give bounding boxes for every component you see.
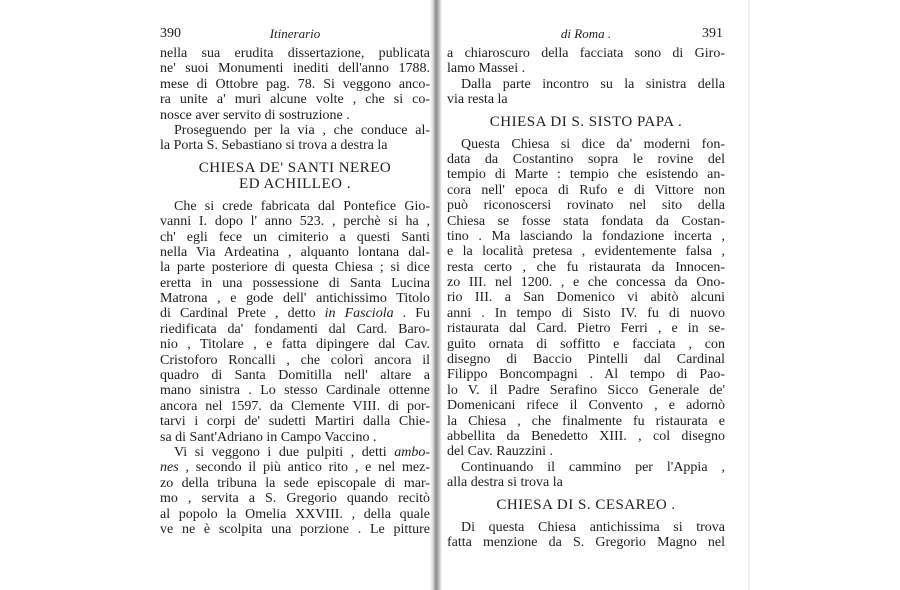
text-line: e la località pretesa , evidentemente falsa , xyxy=(447,244,725,260)
text-line: mo , servita a S. Gregorio quando recitò xyxy=(160,491,430,507)
text-line: guito ornata di soffitto e facciata , con xyxy=(447,336,725,352)
text-line: a chiaroscuro della facciata sono di Giro- xyxy=(447,46,725,61)
text-line: Continuando il cammino per l'Appia , xyxy=(461,459,725,475)
text-line: cora nell' epoca di Rufo e di Vittore non xyxy=(447,182,725,198)
text-line: Chiesa se fosse stata fondata da Costan- xyxy=(447,213,725,229)
text-line: ve ne è scolpita una porzione . Le pitture xyxy=(160,521,430,537)
text-line: zo della tribuna la sede episcopale di mar- xyxy=(160,475,430,491)
text-line: ristaurata dal Card. Pietro Ferri , e in se- xyxy=(447,321,725,337)
page-number: 391 xyxy=(702,26,723,41)
text-line: Di questa Chiesa antichissima si trova xyxy=(461,519,725,535)
text-line: Questa Chiesa si dice da' moderni fon- xyxy=(461,136,725,152)
text-line: vanni I. dopo l' anno 523. , perchè si ha , xyxy=(160,214,430,230)
page-number: 390 xyxy=(160,26,181,41)
text-line: quadro di Santa Domitilla nell' altare a xyxy=(160,368,430,384)
text-line: Filippo Boncompagni . Al tempo di Pao- xyxy=(447,367,725,383)
text-line: la parte posteriore di questa Chiesa ; si dice xyxy=(160,260,430,276)
text-line: ra unite a' muri alcune volte , che si co- xyxy=(160,92,430,108)
running-header xyxy=(447,26,725,46)
text-line: rio III. a San Domenico vi abitò alcuni xyxy=(447,290,725,306)
italic-term: in Fasciola xyxy=(324,306,394,322)
text-line: Che si crede fabricata dal Pontefice Gio- xyxy=(174,198,430,214)
text-line: zo III. nel 1200. , e che concessa da Ono- xyxy=(447,275,725,291)
text-line: Cristoforo Roncalli , che colorì ancora il xyxy=(160,352,430,368)
text-line: Domenicani rifece il Convento , e adornò xyxy=(447,398,725,414)
text-line: riedificata da' fondamenti dal Card. Baro- xyxy=(160,321,430,337)
text-line xyxy=(160,306,430,321)
text-line: Matrona , e gode dell' antichissimo Titolo xyxy=(160,291,430,307)
text-line: nosce aver servito di sostruzione . xyxy=(160,107,350,123)
text-line: tino . Ma lasciando la fondazione incerta , xyxy=(447,228,725,244)
text-line: nella sua erudita dissertazione, publicata xyxy=(160,46,430,61)
text-line: ne' suoi Monumenti inediti dell'anno 1788. xyxy=(160,61,430,77)
text-line: data da Costantino sopra le rovine del xyxy=(447,151,725,167)
book-gutter xyxy=(430,0,442,590)
text-line: anni . In tempo di Sisto IV. fu di nuovo xyxy=(447,305,725,321)
text-line: Dalla parte incontro su la sinistra della xyxy=(461,76,725,92)
section-heading: CHIESA DE' SANTI NEREO xyxy=(198,159,392,176)
text-line: al popolo la Omelia XXVIII. , della quale xyxy=(160,506,430,522)
text-line: resta certo , che fu ristaurata da Innocen- xyxy=(447,259,725,275)
text-line: sa di Sant'Adriano in Campo Vaccino . xyxy=(160,429,377,445)
italic-term: nes xyxy=(160,460,179,476)
page-body xyxy=(447,46,725,550)
text-line: la Chiesa , che finalmente fu ristaurata e xyxy=(447,413,725,429)
text-line: tarvi i corpi de' sudetti Martiri dalla Chie- xyxy=(160,414,430,430)
text-line: nio , Titolare , e fatta dipingere dal Cav. xyxy=(160,337,430,353)
text-line: ancora nel 1597. da Clemente VIII. di por- xyxy=(160,398,430,414)
text-line: abbellita da Benedetto XIII. , col disegno xyxy=(447,428,725,444)
text-line xyxy=(160,445,430,460)
text-line: tempio di Marte : tempio che esistendo an- xyxy=(447,167,725,183)
text-line: mese di Ottobre pag. 78. Si veggono anco- xyxy=(160,76,430,92)
text-line: lamo Massei . xyxy=(447,61,526,77)
section-heading: ED ACHILLEO . xyxy=(239,175,351,192)
text-line: del Cav. Rauzzini . xyxy=(447,444,554,460)
section-heading: CHIESA DI S. CESAREO . xyxy=(496,496,676,513)
text-line: eretta in una possessione di Santa Lucina xyxy=(160,275,430,291)
text-line xyxy=(160,460,430,475)
text-line: lo V. il Padre Serafino Sicco Generale de' xyxy=(447,382,725,398)
page-edge xyxy=(748,0,750,590)
section-heading: CHIESA DI S. SISTO PAPA . xyxy=(489,113,683,130)
page-body xyxy=(160,46,430,537)
text-line: la Porta S. Sebastiano si trova a destra la xyxy=(160,138,388,154)
text-segment: di Cardinal Prete , detto xyxy=(160,306,325,322)
text-line: nella Via Ardeatina , alquanto lontana dal- xyxy=(160,244,430,260)
text-line: mano sinistra . Lo stesso Cardinale ottenne xyxy=(160,383,430,399)
running-head-title: Itinerario xyxy=(269,26,321,41)
text-segment: Vi si veggono i due pulpiti , detti xyxy=(174,444,395,460)
text-line: ch' egli fece un cimiterio a questi Santi xyxy=(160,229,430,245)
text-line: disegno di Baccio Pintelli dal Cardinal xyxy=(447,352,725,368)
running-header xyxy=(160,26,430,46)
text-line: alla destra si trova la xyxy=(447,475,563,491)
right-page xyxy=(447,26,725,550)
running-head-title: di Roma . xyxy=(560,26,612,41)
text-line: fatta menzione da S. Gregorio Magno nel xyxy=(447,534,725,550)
text-line: Proseguendo per la via , che conduce al- xyxy=(174,122,430,138)
text-line: può riconoscersi rovinato nel sito della xyxy=(447,198,725,214)
italic-term: ambo- xyxy=(394,444,430,460)
text-segment: . Fu xyxy=(393,306,430,322)
text-segment: , secondo il più antico rito , e nel mez- xyxy=(178,460,430,476)
text-line: via resta la xyxy=(447,92,508,108)
left-page xyxy=(160,26,430,537)
